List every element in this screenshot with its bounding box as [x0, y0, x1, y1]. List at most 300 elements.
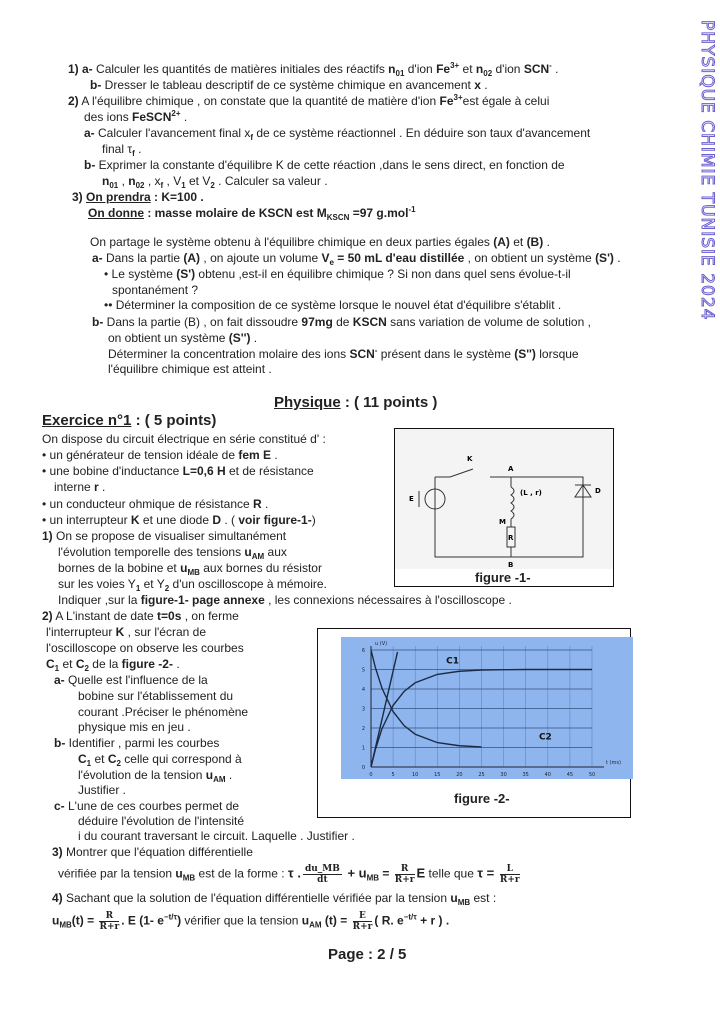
- denominator: R+r: [499, 875, 520, 885]
- text-span: b-: [90, 78, 102, 92]
- text-span: n: [102, 174, 110, 188]
- text-span: c-: [54, 799, 65, 813]
- text-span: déduire l'évolution de l'intensité: [78, 814, 245, 828]
- text-line: [92, 315, 591, 330]
- text-span: u: [180, 561, 188, 575]
- text-span: Fe: [439, 94, 454, 108]
- text-line: [46, 625, 206, 640]
- text-span: -1: [408, 205, 416, 214]
- text-span: + u: [343, 865, 367, 881]
- text-line: [84, 158, 565, 173]
- x-tick-label: 20: [456, 772, 463, 778]
- text-span: V: [321, 251, 330, 265]
- text-line: [58, 864, 522, 885]
- text-span: 1: [181, 181, 186, 190]
- text-span: MB: [182, 873, 196, 883]
- text-span: et: [459, 62, 476, 76]
- text-line: [78, 720, 191, 735]
- denominator: R+r: [394, 875, 415, 885]
- x-axis-label: t (ms): [606, 760, 621, 766]
- text-span: AM: [309, 920, 322, 930]
- text-span: C: [75, 657, 85, 671]
- text-span: courant .Préciser le phénomène: [78, 705, 249, 719]
- text-line: [52, 911, 449, 932]
- section-title-label: Physique: [274, 394, 341, 411]
- text-span: final τ: [102, 142, 133, 156]
- text-span: physique mis en jeu .: [78, 720, 191, 734]
- text-span: l'interrupteur: [46, 625, 116, 639]
- text-span: 2: [116, 759, 121, 768]
- text-span: , on ferme: [181, 609, 239, 623]
- text-line: [78, 752, 242, 767]
- text-line: [108, 362, 272, 377]
- text-span: A L'instant de date: [52, 609, 158, 623]
- text-span: On partage le système obtenu à l'équilibre chimique en deux parties égales: [90, 235, 494, 249]
- text-span: Exprimer la constante d'équilibre K de cette réaction ,dans le sens direct, en fonction de: [95, 158, 565, 172]
- text-span: présent dans le système: [377, 347, 515, 361]
- text-span: n: [475, 62, 484, 76]
- text-span: • un interrupteur: [42, 513, 131, 527]
- text-line: [58, 561, 322, 576]
- text-span: et: [509, 235, 527, 249]
- text-span: 1): [42, 529, 53, 543]
- text-span: de ce système réactionnel . En déduire son taux d'avancement: [253, 126, 591, 140]
- text-span: u: [301, 913, 310, 928]
- text-span: ): [311, 513, 316, 527]
- text-span: τ .: [287, 865, 301, 881]
- text-span: (A): [493, 235, 510, 249]
- text-span: A l'équilibre chimique , on constate que la quantité de matière d'ion: [78, 94, 440, 108]
- text-span: Dresser le tableau descriptif de ce système chimique en avancement: [101, 78, 475, 92]
- text-line: [58, 545, 287, 560]
- text-span: sur les voies Y: [58, 577, 136, 591]
- text-line: [78, 783, 126, 798]
- figure-1-caption: figure -1-: [475, 570, 531, 585]
- text-span: (t) =: [321, 913, 351, 928]
- text-span: • un générateur de tension idéale de: [42, 448, 239, 462]
- text-span: Sachant que la solution de l'équation différentielle vérifiée par la tension: [62, 891, 451, 905]
- text-span: .: [172, 657, 180, 671]
- text-span: 02: [135, 181, 145, 190]
- text-line: [42, 497, 268, 512]
- curve-label-c2: C2: [538, 732, 552, 743]
- text-span: t=0s: [157, 609, 182, 623]
- text-span: (S'): [176, 267, 196, 281]
- text-span: .: [134, 142, 142, 156]
- text-line: [42, 464, 314, 479]
- text-span: , les connexions nécessaires à l'oscilloscope .: [264, 593, 512, 607]
- text-span: = 50 mL d'eau distillée: [333, 251, 465, 265]
- text-span: . (: [221, 513, 239, 527]
- text-span: lorsque: [535, 347, 579, 361]
- y-tick-label: 4: [361, 687, 365, 693]
- text-span: (S''): [514, 347, 536, 361]
- numerator: R: [99, 911, 119, 922]
- text-span: f: [160, 181, 164, 190]
- label-coil: (L , r): [520, 489, 542, 497]
- text-span: , V: [163, 174, 182, 188]
- text-span: =97 g.mol: [349, 206, 409, 220]
- figure-2-chart: [341, 637, 633, 779]
- text-span: d'ion: [404, 62, 437, 76]
- text-span: interne: [54, 480, 95, 494]
- text-span: =: [379, 866, 393, 881]
- y-tick-label: 6: [361, 648, 365, 654]
- text-line: [42, 513, 316, 528]
- text-span: . E (1- e: [121, 913, 164, 928]
- text-line: [54, 673, 208, 688]
- text-span: Dans la partie: [102, 251, 184, 265]
- text-span: . Calculer sa valeur .: [214, 174, 328, 188]
- text-span: b-: [92, 315, 104, 329]
- text-line: [104, 267, 571, 282]
- text-span: , on obtient un système: [464, 251, 596, 265]
- text-span: On dispose du circuit électrique en série constitué d' :: [42, 432, 326, 446]
- text-span: spontanément ?: [112, 283, 199, 297]
- x-tick-label: 40: [544, 772, 551, 778]
- text-span: , on ajoute un volume: [200, 251, 322, 265]
- text-span: aux: [264, 545, 287, 559]
- text-span: AM: [213, 775, 226, 784]
- text-span: −t/τ: [403, 912, 417, 922]
- text-line: [102, 174, 328, 189]
- text-span: u: [52, 913, 60, 928]
- text-line: [78, 829, 355, 844]
- text-span: 1: [135, 584, 141, 593]
- text-span: est :: [470, 891, 497, 905]
- text-line: [78, 689, 233, 704]
- text-span: des ions: [84, 110, 133, 124]
- text-span: 1) a-: [68, 62, 93, 76]
- text-span: .: [261, 497, 269, 511]
- text-span: l'évolution temporelle des tensions: [58, 545, 245, 559]
- watermark: PHYSIQUE CHIMIE TUNISIE 2024: [697, 20, 717, 321]
- text-span: Dans la partie (B) , on fait dissoudre: [103, 315, 302, 329]
- figure-1: [394, 428, 614, 587]
- x-tick-label: 35: [522, 772, 529, 778]
- text-span: C: [78, 752, 87, 766]
- text-line: [46, 657, 180, 672]
- text-line: [84, 110, 187, 125]
- label-a: A: [508, 465, 514, 473]
- y-tick-label: 3: [361, 706, 365, 713]
- text-span: .: [480, 78, 488, 92]
- text-span: C: [46, 657, 55, 671]
- text-span: L=0,6 H: [182, 464, 226, 478]
- denominator: dt: [317, 875, 328, 885]
- text-span: Quelle est l'influence de la: [64, 673, 208, 687]
- text-span: de la: [88, 657, 122, 671]
- text-span: 02: [483, 69, 493, 78]
- text-span: ,: [118, 174, 129, 188]
- text-span: Montrer que l'équation différentielle: [62, 845, 253, 859]
- text-line: [42, 529, 286, 544]
- text-line: [68, 62, 559, 77]
- exercise-title: [42, 412, 216, 430]
- x-tick-label: 5: [391, 772, 395, 778]
- x-tick-label: 15: [434, 772, 441, 778]
- text-span: • une bobine d'inductance: [42, 464, 183, 478]
- text-span: (A): [183, 251, 201, 265]
- text-span: et: [59, 657, 76, 671]
- text-span: i du courant traversant le circuit. Laquelle . Justifier .: [78, 829, 355, 843]
- text-span: figure-1- page annexe: [140, 593, 265, 607]
- text-line: [102, 142, 141, 157]
- text-span: : K=100 .: [150, 190, 204, 204]
- text-line: [108, 347, 579, 362]
- exercise-title-points: : ( 5 points): [131, 412, 217, 429]
- text-line: [68, 94, 549, 109]
- label-e: E: [409, 495, 414, 503]
- text-span: C: [107, 752, 117, 766]
- text-span: ( R. e: [374, 913, 404, 928]
- text-span: et une diode: [139, 513, 213, 527]
- text-span: Indiquer ,sur la: [58, 593, 141, 607]
- text-span: • un conducteur ohmique de résistance: [42, 497, 253, 511]
- text-span: (S''): [228, 331, 251, 345]
- text-span: •• Déterminer la composition de ce système lorsque le nouvel état d'équilibre s'établit .: [104, 298, 562, 312]
- text-line: [54, 736, 219, 751]
- text-span: u: [244, 545, 252, 559]
- y-tick-label: 2: [361, 726, 365, 732]
- text-span: telle que: [425, 866, 478, 881]
- text-line: [90, 78, 488, 93]
- label-d: D: [595, 487, 601, 495]
- text-span: vérifiée par la tension: [58, 866, 176, 881]
- text-span: Justifier .: [78, 783, 127, 797]
- fraction: [500, 864, 520, 885]
- text-line: [104, 298, 561, 313]
- text-span: .: [225, 768, 233, 782]
- label-r: R: [508, 534, 514, 542]
- figure-2-caption: figure -2-: [454, 791, 510, 806]
- text-span: On prendra: [86, 190, 151, 204]
- text-span: On donne: [88, 206, 144, 220]
- text-line: [78, 705, 248, 720]
- text-span: -: [549, 61, 552, 70]
- text-span: obtenu ,est-il en équilibre chimique ? Si non dans quel sens évolue-t-il: [195, 267, 571, 281]
- text-span: r: [94, 480, 99, 494]
- text-span: 4): [52, 891, 63, 905]
- text-span: n: [388, 62, 396, 76]
- text-span: K: [130, 513, 140, 527]
- text-line: [108, 331, 257, 346]
- text-line: [72, 190, 204, 205]
- page-number: Page : 2 / 5: [328, 946, 407, 963]
- text-span: KSCN: [326, 213, 350, 222]
- x-tick-label: 45: [566, 772, 574, 778]
- fraction: [99, 911, 119, 932]
- x-tick-label: 0: [369, 772, 373, 778]
- text-span: (t) =: [71, 913, 98, 928]
- text-span: 2: [164, 584, 170, 593]
- circuit-wire: [435, 477, 583, 557]
- text-span: Identifier , parmi les courbes: [65, 736, 220, 750]
- text-span: bornes de la bobine et: [58, 561, 181, 575]
- text-span: d'ion: [492, 62, 524, 76]
- text-span: Déterminer la concentration molaire des ions: [108, 347, 350, 361]
- text-span: D: [212, 513, 221, 527]
- text-span: fem E: [238, 448, 272, 462]
- text-span: K: [115, 625, 125, 639]
- x-tick-label: 25: [478, 772, 485, 778]
- text-line: [52, 891, 496, 906]
- text-line: [52, 845, 253, 860]
- text-span: et: [91, 752, 108, 766]
- x-tick-label: 30: [500, 772, 507, 778]
- text-span: x: [474, 78, 481, 92]
- text-span: FeSCN: [132, 110, 172, 124]
- fraction: [353, 911, 373, 932]
- text-span: f: [250, 133, 254, 142]
- y-tick-label: 5: [361, 667, 365, 674]
- numerator: E: [353, 911, 373, 922]
- text-span: d'un oscilloscope à mémoire.: [169, 577, 327, 591]
- text-span: f: [132, 149, 135, 158]
- text-span: Fe: [436, 62, 451, 76]
- text-span: 1: [54, 664, 60, 673]
- text-span: AM: [251, 552, 265, 561]
- text-span: MB: [366, 873, 380, 883]
- text-line: [90, 235, 550, 250]
- text-span: : masse molaire de KSCN est M: [144, 206, 327, 220]
- text-span: 3+: [453, 93, 463, 102]
- text-line: [42, 448, 278, 463]
- text-span: b-: [84, 158, 96, 172]
- text-span: .: [551, 62, 559, 76]
- text-span: celle qui correspond à: [120, 752, 242, 766]
- text-span: figure -2-: [121, 657, 173, 671]
- text-span: .: [613, 251, 621, 265]
- text-span: L'une de ces courbes permet de: [64, 799, 240, 813]
- text-span: a-: [84, 126, 95, 140]
- text-span: 3): [52, 845, 63, 859]
- text-span: a-: [92, 251, 103, 265]
- text-line: [88, 206, 416, 221]
- denominator: R+r: [352, 922, 373, 932]
- text-span: MB: [59, 920, 72, 930]
- y-tick-label: 0: [361, 765, 365, 771]
- y-tick-label: 1: [361, 745, 365, 752]
- y-axis-label: u (V): [375, 641, 388, 647]
- text-span: e: [329, 258, 334, 267]
- fraction: [395, 864, 415, 885]
- text-span: ): [177, 913, 182, 928]
- coil-icon: [511, 487, 514, 519]
- text-line: [42, 609, 239, 624]
- text-span: u: [175, 866, 183, 881]
- text-span: 01: [109, 181, 119, 190]
- text-span: 2): [42, 609, 53, 623]
- text-line: [84, 126, 590, 141]
- text-span: 2+: [171, 109, 181, 118]
- text-span: (B): [526, 235, 544, 249]
- text-span: SCN: [523, 62, 550, 76]
- text-span: et Y: [140, 577, 165, 591]
- text-line: [54, 799, 239, 814]
- text-span: + r ) .: [416, 913, 450, 928]
- text-span: 01: [395, 69, 405, 78]
- text-span: SCN: [349, 347, 375, 361]
- text-span: bobine sur l'établissement du: [78, 689, 234, 703]
- text-span: MB: [457, 898, 471, 907]
- text-span: E: [416, 865, 426, 881]
- text-span: • Le système: [104, 267, 177, 281]
- text-span: (S'): [595, 251, 614, 265]
- text-span: Calculer l'avancement final x: [94, 126, 251, 140]
- text-span: l'oscilloscope on observe les courbes: [46, 641, 244, 655]
- label-k: K: [467, 455, 473, 463]
- text-span: est de la forme :: [195, 866, 288, 881]
- text-line: [58, 593, 512, 608]
- text-line: [78, 768, 232, 783]
- text-span: et V: [185, 174, 211, 188]
- text-span: Calculer les quantités de matières initiales des réactifs: [92, 62, 389, 76]
- text-span: MB: [187, 568, 200, 577]
- text-line: [46, 641, 244, 656]
- text-span: 2: [210, 181, 215, 190]
- text-span: l'équilibre chimique est atteint .: [108, 362, 272, 376]
- text-span: aux bornes du résistor: [199, 561, 322, 575]
- label-b: B: [508, 561, 514, 569]
- text-span: sans variation de volume de solution ,: [386, 315, 591, 329]
- numerator: R: [395, 864, 415, 875]
- text-span: 1: [86, 759, 92, 768]
- numerator: L: [500, 864, 520, 875]
- circuit-diagram: [395, 429, 613, 569]
- text-span: .: [180, 110, 188, 124]
- x-tick-label: 50: [588, 772, 596, 778]
- text-span: u: [205, 768, 214, 782]
- text-span: u: [450, 891, 458, 905]
- text-span: 97mg: [301, 315, 333, 329]
- section-title-points: : ( 11 points ): [340, 394, 438, 411]
- text-span: l'évolution de la tension: [78, 768, 206, 782]
- text-span: −t/τ: [163, 912, 178, 922]
- switch-k: [435, 469, 473, 477]
- x-tick-label: 10: [412, 772, 419, 778]
- text-span: .: [250, 331, 258, 345]
- curve-label-c1: C1: [446, 656, 460, 667]
- text-span: vérifier que la tension: [181, 913, 302, 928]
- text-line: [42, 432, 326, 447]
- text-span: 3): [72, 190, 87, 204]
- text-span: et de résistance: [225, 464, 314, 478]
- text-span: , x: [144, 174, 161, 188]
- text-span: -: [374, 346, 378, 355]
- text-span: b-: [54, 736, 66, 750]
- text-line: [54, 480, 105, 495]
- text-span: n: [128, 174, 136, 188]
- text-span: R: [253, 497, 262, 511]
- text-span: .: [271, 448, 278, 462]
- fraction: [303, 864, 342, 885]
- section-title: [274, 394, 437, 412]
- denominator: R+r: [99, 922, 120, 932]
- text-line: [92, 251, 621, 266]
- text-span: , sur l'écran de: [124, 625, 206, 639]
- text-span: .: [543, 235, 550, 249]
- text-span: .: [98, 480, 106, 494]
- text-span: 2): [68, 94, 79, 108]
- text-line: [58, 577, 327, 592]
- text-span: 3+: [450, 61, 460, 70]
- text-line: [112, 283, 198, 298]
- text-span: on obtient un système: [108, 331, 229, 345]
- exercise-title-label: Exercice n°1: [42, 412, 132, 429]
- text-span: a-: [54, 673, 65, 687]
- label-m: M: [499, 518, 506, 526]
